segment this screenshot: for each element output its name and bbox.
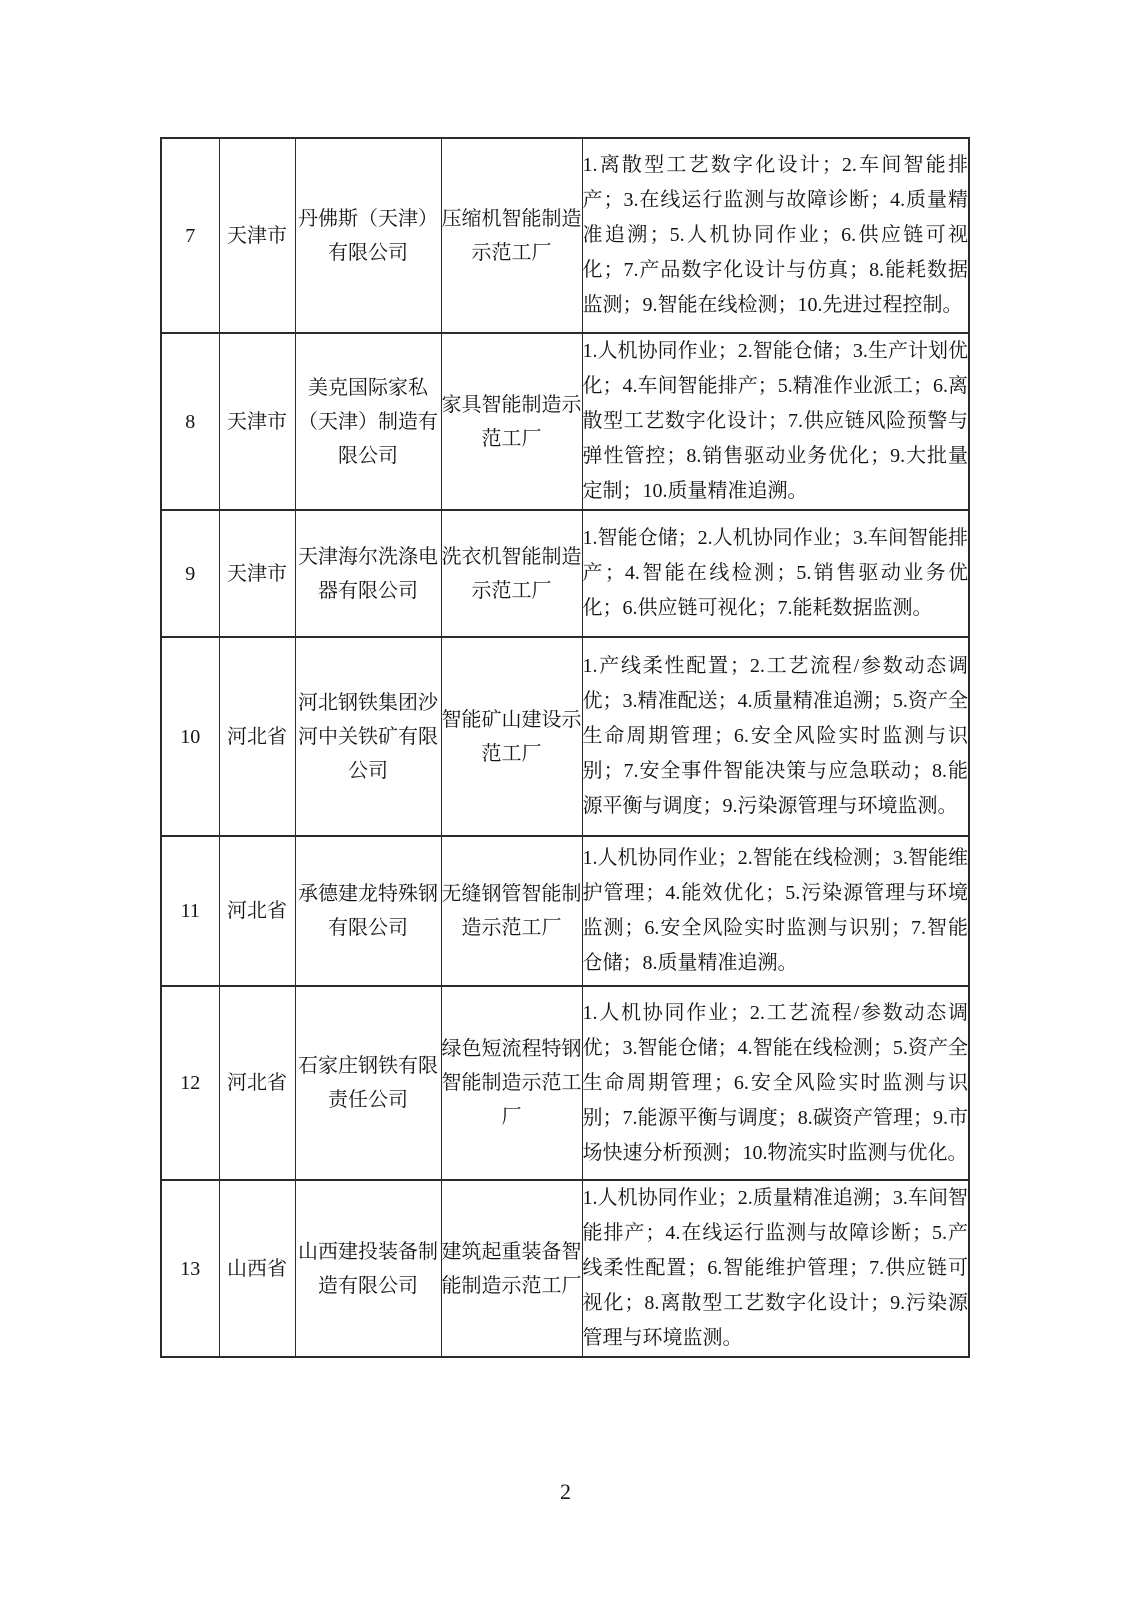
cell-row-index: 9	[161, 510, 219, 637]
cell-factory-name: 压缩机智能制造示范工厂	[441, 138, 582, 333]
cell-scenario-list: 1.人机协同作业；2.智能仓储；3.生产计划优化；4.车间智能排产；5.精准作业派工；6.离散型工艺数字化设计；7.供应链风险预警与弹性管控；8.销售驱动业务优化；9.大批量定制；10.质量精准追溯。	[582, 333, 969, 510]
cell-row-index: 13	[161, 1180, 219, 1357]
cell-region: 山西省	[219, 1180, 295, 1357]
cell-row-index: 12	[161, 986, 219, 1180]
cell-company-name: 美克国际家私（天津）制造有限公司	[295, 333, 441, 510]
cell-scenario-list: 1.离散型工艺数字化设计；2.车间智能排产；3.在线运行监测与故障诊断；4.质量精准追溯；5.人机协同作业；6.供应链可视化；7.产品数字化设计与仿真；8.能耗数据监测；9.智能在线检测；10.先进过程控制。	[582, 138, 969, 333]
cell-scenario-list: 1.人机协同作业；2.工艺流程/参数动态调优；3.智能仓储；4.智能在线检测；5.资产全生命周期管理；6.安全风险实时监测与识别；7.能源平衡与调度；8.碳资产管理；9.市场快速分析预测；10.物流实时监测与优化。	[582, 986, 969, 1180]
cell-region: 天津市	[219, 138, 295, 333]
cell-company-name: 承德建龙特殊钢有限公司	[295, 836, 441, 986]
cell-row-index: 8	[161, 333, 219, 510]
table-row	[161, 510, 969, 637]
cell-company-name: 天津海尔洗涤电器有限公司	[295, 510, 441, 637]
cell-region: 河北省	[219, 836, 295, 986]
page-number: 2	[560, 1479, 571, 1504]
cell-factory-name: 建筑起重装备智能制造示范工厂	[441, 1180, 582, 1357]
cell-region: 天津市	[219, 510, 295, 637]
table-row	[161, 138, 969, 333]
table-row	[161, 1180, 969, 1357]
cell-company-name: 山西建投装备制造有限公司	[295, 1180, 441, 1357]
table-row	[161, 986, 969, 1180]
cell-factory-name: 洗衣机智能制造示范工厂	[441, 510, 582, 637]
cell-region: 河北省	[219, 637, 295, 836]
cell-scenario-list: 1.智能仓储；2.人机协同作业；3.车间智能排产；4.智能在线检测；5.销售驱动业务优化；6.供应链可视化；7.能耗数据监测。	[582, 510, 969, 637]
table-row	[161, 836, 969, 986]
cell-region: 天津市	[219, 333, 295, 510]
cell-company-name: 石家庄钢铁有限责任公司	[295, 986, 441, 1180]
cell-scenario-list: 1.人机协同作业；2.智能在线检测；3.智能维护管理；4.能效优化；5.污染源管理与环境监测；6.安全风险实时监测与识别；7.智能仓储；8.质量精准追溯。	[582, 836, 969, 986]
cell-row-index: 11	[161, 836, 219, 986]
cell-scenario-list: 1.人机协同作业；2.质量精准追溯；3.车间智能排产；4.在线运行监测与故障诊断；5.产线柔性配置；6.智能维护管理；7.供应链可视化；8.离散型工艺数字化设计；9.污染源管理与环境监测。	[582, 1180, 969, 1357]
table-row	[161, 637, 969, 836]
cell-scenario-list: 1.产线柔性配置；2.工艺流程/参数动态调优；3.精准配送；4.质量精准追溯；5.资产全生命周期管理；6.安全风险实时监测与识别；7.安全事件智能决策与应急联动；8.能源平衡与调度；9.污染源管理与环境监测。	[582, 637, 969, 836]
cell-factory-name: 家具智能制造示范工厂	[441, 333, 582, 510]
cell-row-index: 10	[161, 637, 219, 836]
cell-company-name: 丹佛斯（天津）有限公司	[295, 138, 441, 333]
cell-region: 河北省	[219, 986, 295, 1180]
table-body	[161, 138, 969, 1357]
cell-factory-name: 绿色短流程特钢智能制造示范工厂	[441, 986, 582, 1180]
table-row	[161, 333, 969, 510]
smart-factory-table	[160, 137, 970, 1358]
cell-factory-name: 无缝钢管智能制造示范工厂	[441, 836, 582, 986]
cell-row-index: 7	[161, 138, 219, 333]
cell-factory-name: 智能矿山建设示范工厂	[441, 637, 582, 836]
cell-company-name: 河北钢铁集团沙河中关铁矿有限公司	[295, 637, 441, 836]
